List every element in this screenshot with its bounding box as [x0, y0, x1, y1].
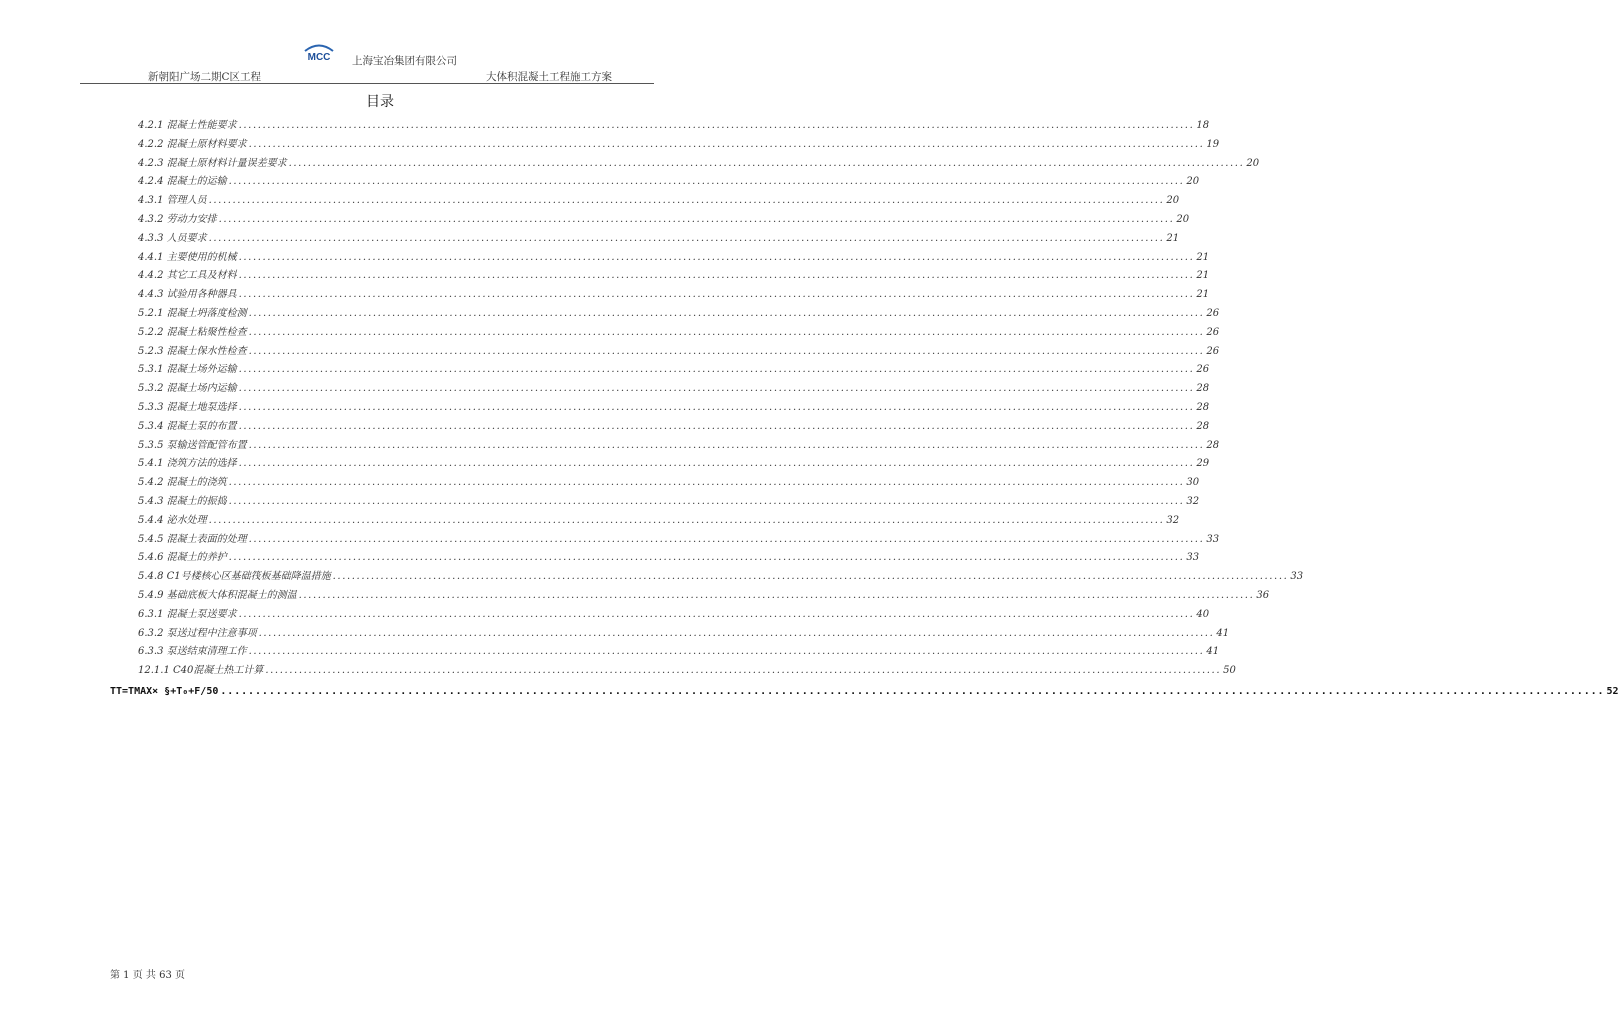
toc-dot-leader: ........................................................................................................................................................................................................: [248, 533, 1205, 545]
toc-entry-label: 4.2.1 混凝土性能要求: [138, 120, 237, 131]
page-header: [0, 0, 724, 90]
toc-entry[interactable]: [138, 545, 1200, 564]
toc-entry-page: 26: [1206, 308, 1220, 319]
toc-entry-page: 20: [1176, 214, 1190, 225]
toc-entry[interactable]: [138, 489, 1200, 507]
mcc-logo-icon: [302, 40, 336, 64]
toc-dot-leader: ........................................................................................................................................................................................................: [228, 552, 1185, 564]
company-name: 上海宝冶集团有限公司: [352, 55, 457, 67]
toc-entry-label: 5.2.1 混凝土坍落度检测: [138, 308, 247, 319]
toc-entry-label: 4.4.1 主要使用的机械: [138, 251, 237, 263]
toc-entry-label: 4.3.1 管理人员: [138, 195, 207, 207]
toc-dot-leader: ........................................................................................................................................................................................................: [228, 496, 1185, 507]
toc-entry[interactable]: [138, 282, 1210, 301]
toc-entry[interactable]: [138, 376, 1210, 395]
logo-text: MCC: [307, 52, 331, 63]
toc-entry[interactable]: [138, 470, 1200, 489]
toc-entry-page: 41: [1216, 627, 1230, 639]
toc-entry-page: 28: [1206, 439, 1220, 451]
toc-dot-leader: ........................................................................................................................................................................................................: [248, 439, 1205, 451]
toc-dot-leader: ........................................................................................................................................................................................................: [238, 420, 1195, 432]
toc-title: 目录: [366, 94, 394, 110]
toc-entry-label: 5.3.1 混凝土场外运输: [138, 364, 237, 376]
toc-entry-label: 5.3.3 混凝土地泵选择: [138, 402, 237, 413]
toc-entry-page: 32: [1186, 496, 1200, 507]
toc-dot-leader: ........................................................................................................................................................................................................: [208, 232, 1165, 244]
toc-dot-leader: ........................................................................................................................................................................................................: [248, 646, 1205, 658]
toc-dot-leader: ........................................................................................................................................................................................................: [238, 383, 1195, 395]
toc-entry-label: 6.3.3 泵送结束清理工作: [138, 646, 247, 658]
toc-dot-leader: ........................................................................................................................................................................................................: [258, 627, 1215, 639]
toc-entry-label: 6.3.2 泵送过程中注意事项: [138, 627, 257, 639]
toc-entry-page: 21: [1196, 289, 1210, 301]
toc-entry-page: 26: [1206, 326, 1220, 338]
toc-dot-leader: ........................................................................................................................................................................................................: [238, 608, 1195, 620]
toc-entry-label: TT=TMAX× §+T₀+F/50: [110, 686, 219, 697]
toc-entry[interactable]: [138, 414, 1210, 432]
toc-entry[interactable]: [138, 395, 1210, 413]
toc-dot-leader: ........................................................................................................................................................................................................: [218, 214, 1175, 225]
toc-entry-page: 20: [1186, 176, 1200, 188]
toc-entry[interactable]: [138, 132, 1220, 150]
toc-entry-label: 5.4.8 C1号楼核心区基础筏板基础降温措施: [138, 571, 331, 583]
toc-entry-label: 5.4.9 基础底板大体积混凝土的测温: [138, 590, 297, 601]
toc-entry-label: 4.3.2 劳动力安排: [138, 214, 217, 225]
toc-entry[interactable]: [138, 602, 1210, 620]
toc-entry-page: 28: [1196, 383, 1210, 395]
toc-entry-label: 4.4.3 试验用各种器具: [138, 289, 237, 301]
document-name: 大体积混凝土工程施工方案: [486, 71, 612, 83]
toc-entry-page: 28: [1196, 402, 1210, 413]
toc-entry-label: 4.2.3 混凝土原材料计量误差要求: [138, 157, 287, 169]
toc-entry-page: 29: [1196, 458, 1210, 470]
toc-dot-leader: ........................................................................................................................................................................................................: [228, 176, 1185, 188]
toc-entry-page: 52: [1606, 686, 1619, 697]
toc-entry-label: 12.1.1 C40混凝土热工计算: [138, 665, 264, 677]
toc-entry-page: 18: [1196, 120, 1210, 131]
toc-entry-label: 5.2.2 混凝土粘聚性检查: [138, 326, 247, 338]
toc-entry-label: 5.3.4 混凝土泵的布置: [138, 420, 237, 432]
toc-dot-leader: ........................................................................................................................................................................................................: [332, 571, 1289, 583]
toc-entry-page: 41: [1206, 646, 1220, 658]
toc-entry-page: 33: [1290, 571, 1304, 583]
toc-entry[interactable]: [138, 451, 1210, 470]
toc-entry-label: 5.4.2 混凝土的浇筑: [138, 477, 227, 489]
toc-entry-page: 26: [1206, 345, 1220, 357]
toc-entry-label: 5.3.5 泵输送管配管布置: [138, 439, 247, 451]
toc-entry-label: 5.4.1 浇筑方法的选择: [138, 458, 237, 470]
toc-entry[interactable]: [138, 508, 1180, 526]
toc-entry-page: 20: [1246, 157, 1260, 169]
toc-entry-page: 19: [1206, 138, 1220, 150]
toc-entry-page: 36: [1256, 590, 1270, 601]
toc-dot-leader: ........................................................................................................................................................................................................: [238, 270, 1195, 282]
toc-entry-page: 33: [1186, 552, 1200, 564]
toc-dot-leader: ........................................................................................................................................................................................................: [298, 590, 1255, 601]
toc-entry[interactable]: [138, 433, 1220, 451]
toc-entry-page: 50: [1223, 665, 1236, 677]
toc-entry-label: 5.4.3 混凝土的振捣: [138, 496, 227, 507]
toc-entry-label: 5.4.6 混凝土的养护: [138, 552, 227, 564]
toc-entry-label: 4.3.3 人员要求: [138, 232, 207, 244]
toc-entry-label: 5.4.4 泌水处理: [138, 514, 207, 526]
toc-entry-label: 6.3.1 混凝土泵送要求: [138, 608, 237, 620]
toc-entry-page: 21: [1196, 251, 1210, 263]
toc-entry[interactable]: [138, 226, 1180, 244]
toc-dot-leader: ........................................................................................................................................................................................................: [288, 157, 1245, 169]
toc-entry[interactable]: [138, 188, 1180, 207]
toc-entry[interactable]: [138, 583, 1270, 601]
toc-dot-leader: ........................................................................................................................................................................................................: [238, 458, 1195, 470]
toc-dot-leader: ........................................................................................................................................................................................................: [238, 289, 1195, 301]
toc-entry-formula[interactable]: [110, 679, 1619, 697]
toc-dot-leader: ........................................................................................................................................................................................................: [248, 326, 1205, 338]
toc-dot-leader: ........................................................................................................................................................................................................: [238, 251, 1195, 263]
toc-entry-page: 20: [1166, 195, 1180, 207]
toc-dot-leader: ........................................................................................................................................................................................................: [248, 138, 1205, 150]
toc-entry[interactable]: [138, 527, 1220, 545]
toc-entry[interactable]: [138, 301, 1220, 319]
toc-entry[interactable]: [138, 639, 1220, 658]
toc-dot-leader: ........................................................................................................................................................................................................: [208, 514, 1165, 526]
toc-dot-leader: ........................................................................................................................................................................................................: [208, 195, 1165, 207]
toc-entry-label: 5.2.3 混凝土保水性检查: [138, 345, 247, 357]
toc-entry[interactable]: [138, 564, 1304, 583]
toc-dot-leader: ........................................................................................................................................................................................................: [248, 308, 1205, 319]
toc-entry[interactable]: [138, 207, 1190, 225]
toc-entry-page: 32: [1166, 514, 1180, 526]
toc-entry-page: 40: [1196, 608, 1210, 620]
toc-entry[interactable]: [138, 357, 1210, 376]
toc-dot-leader: ........................................................................................................................................................................................................: [238, 364, 1195, 376]
toc-dot-leader: ........................................................................................................................................................................................................: [220, 686, 1605, 697]
toc-entry-page: 28: [1196, 420, 1210, 432]
toc-entry[interactable]: [138, 113, 1210, 131]
toc-entry-label: 5.3.2 混凝土场内运输: [138, 383, 237, 395]
toc-entry-label: 4.4.2 其它工具及材料: [138, 270, 237, 282]
toc-entry[interactable]: [138, 320, 1220, 338]
toc-dot-leader: ........................................................................................................................................................................................................: [238, 402, 1195, 413]
toc-entry[interactable]: [138, 169, 1200, 188]
toc-entry-label: 4.2.2 混凝土原材料要求: [138, 138, 247, 150]
toc-dot-leader: ........................................................................................................................................................................................................: [265, 665, 1222, 677]
toc-entry-page: 33: [1206, 533, 1220, 545]
toc-entry[interactable]: [138, 339, 1220, 357]
project-name: 新朝阳广场二期C区工程: [148, 71, 262, 83]
toc-entry-label: 5.4.5 混凝土表面的处理: [138, 533, 247, 545]
toc-dot-leader: ........................................................................................................................................................................................................: [248, 345, 1205, 357]
toc-dot-leader: ........................................................................................................................................................................................................: [228, 477, 1185, 489]
toc-entry-page: 26: [1196, 364, 1210, 376]
toc-dot-leader: ........................................................................................................................................................................................................: [238, 120, 1195, 131]
toc-entry[interactable]: [138, 151, 1260, 169]
toc-entry-page: 21: [1166, 232, 1180, 244]
toc-entry-label: 4.2.4 混凝土的运输: [138, 176, 227, 188]
toc-entry[interactable]: [138, 245, 1210, 263]
toc-entry-page: 30: [1186, 477, 1200, 489]
toc-entry[interactable]: [138, 621, 1230, 639]
toc-entry[interactable]: [138, 263, 1210, 282]
header-divider: [80, 83, 654, 84]
page-footer: 第 1 页 共 63 页: [110, 970, 185, 981]
toc-entry[interactable]: [138, 658, 1236, 677]
toc-entry-page: 21: [1196, 270, 1210, 282]
